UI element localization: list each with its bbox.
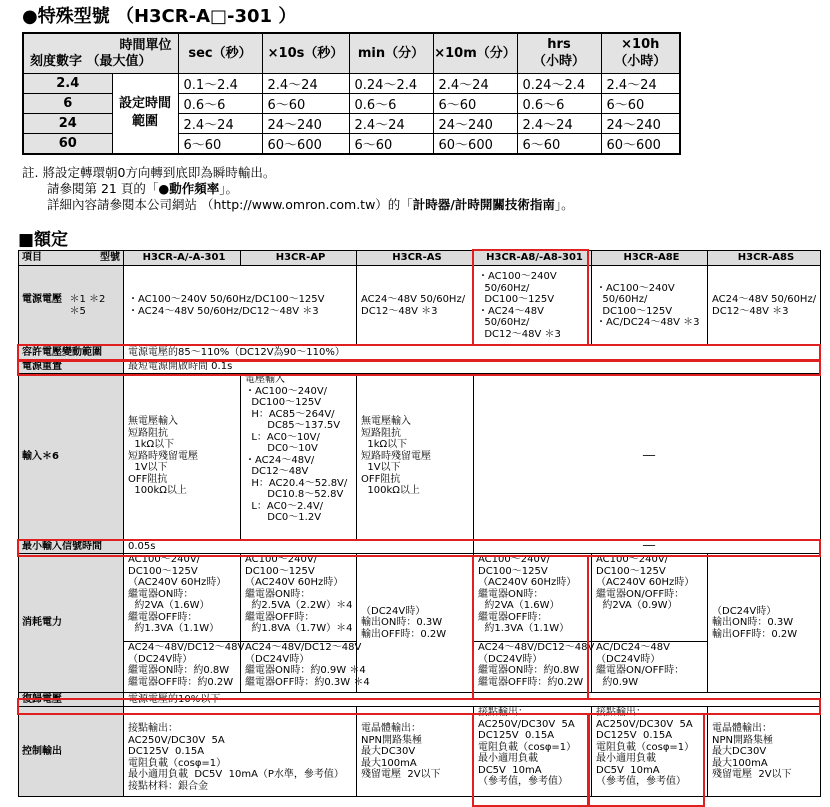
- spec-value: 無電壓輸入 短路阻抗 1kΩ以下 短路時殘留電壓 1V以下 OFF阻抗 100kΩ以上: [357, 374, 474, 540]
- range-value: 0.6～6: [349, 93, 433, 113]
- min-signal-row: [19, 540, 821, 554]
- note-line: 註. 將設定轉環朝0方向轉到底即為瞬時輸出。: [22, 165, 276, 180]
- range-value: 24～240: [433, 113, 517, 133]
- spec-value: AC24～48V/DC12～48V （DC24V時） 繼電器ON時：約0.9W ＊4 繼電器OFF時：約0.3W ＊4: [241, 642, 357, 693]
- corner-header-cell: [23, 33, 178, 73]
- scale-value: 6: [23, 93, 112, 113]
- scale-label: 刻度數字 （最大值）: [30, 53, 152, 69]
- range-value: 6～60: [262, 93, 349, 113]
- model-header: H3CR-A8S: [708, 251, 821, 266]
- range-value: 2.4～24: [601, 73, 680, 93]
- range-value: 60～600: [433, 133, 517, 154]
- range-value: 0.24～2.4: [517, 73, 601, 93]
- range-value: 6～60: [178, 133, 262, 154]
- range-value: 6～60: [601, 93, 680, 113]
- spec-value: AC24～48V/DC12～48V （DC24V時） 繼電器ON時：約0.8W 繼電器OFF時：約0.2W: [124, 642, 241, 693]
- unit-header: ×10s（秒）: [262, 33, 349, 73]
- spec-value: AC100～240V/ DC100～125V （AC240V 60Hz時） 繼電器ON時： 約2.5VA（2.2W）＊4 繼電器OFF時： 約1.8VA（1.7W）＊4: [241, 554, 357, 642]
- spec-value: AC24～48V/DC12～48V （DC24V時） 繼電器ON時：約0.8W 繼電器OFF時：約0.2W: [474, 642, 592, 693]
- model-header: H3CR-AS: [357, 251, 474, 266]
- row-label: 消耗電力: [19, 554, 124, 693]
- row-label: 最小輸入信號時間: [19, 540, 124, 554]
- row-label: 輸入＊6: [19, 374, 124, 540]
- reset-voltage-row: [19, 693, 821, 707]
- spec-value: AC100～240V/ DC100～125V （AC240V 60Hz時） 繼電器ON時： 約2VA（1.6W） 繼電器OFF時： 約1.3VA（1.1W）: [124, 554, 241, 642]
- spec-value: 電晶體輸出： NPN開路集極 最大DC30V 最大100mA 殘留電壓 2V以下: [357, 707, 474, 797]
- range-value: 24～240: [262, 113, 349, 133]
- spec-value: （DC24V時） 輸出ON時：0.3W 輸出OFF時：0.2W: [708, 554, 821, 693]
- row-label: 容許電壓變動範圍: [19, 346, 124, 360]
- time-unit-label: 時間單位: [119, 38, 172, 53]
- spec-value: 電晶體輸出： NPN開路集極 最大DC30V 最大100mA 殘留電壓 2V以下: [708, 707, 821, 797]
- spec-value: AC/DC24～48V （DC24V時） 繼電器ON/OFF時： 約0.9W: [592, 642, 708, 693]
- unit-header: sec（秒）: [178, 33, 262, 73]
- spec-value: ・AC100～240V 50/60Hz/ DC100～125V ・AC24～48V 50/60Hz/ DC12～48V ＊3: [474, 266, 592, 346]
- scale-value: 24: [23, 113, 112, 133]
- note-line: 請參閱第 21 頁的「●動作頻率」。: [47, 181, 239, 196]
- spec-value: AC100～240V/ DC100～125V （AC240V 60Hz時） 繼電器ON/OFF時： 約2VA（0.9W）: [592, 554, 708, 642]
- range-value: 0.6～6: [178, 93, 262, 113]
- range-value: 0.6～6: [517, 93, 601, 113]
- spec-value: 接點輸出： AC250V/DC30V 5A DC125V 0.15A 電阻負載（cosφ=1） 最小適用負載 DC5V 10mA （參考值，參考值）: [474, 707, 592, 797]
- spec-value: 電壓輸入 ・AC100～240V/ DC100～125V H：AC85～264V/ DC85～137.5V L：AC0～10V/ DC0～10V ・AC24～48V/ DC12～48V H：AC20.4～52.8V/ DC10.8～52.8V L：AC0～2.4V/ DC0～1.2V: [241, 374, 357, 540]
- range-value: 60～600: [262, 133, 349, 154]
- spec-value: 接點輸出： AC250V/DC30V 5A DC125V 0.15A 電阻負載（cosφ=1） 最小適用負載 DC5V 10mA（P水準，參考值） 接點材料：銀合金: [124, 707, 357, 797]
- range-value: 2.4～24: [433, 73, 517, 93]
- row-label: 電源電壓 ＊1 ＊2 ＊5: [19, 266, 124, 346]
- range-value: 24～240: [601, 113, 680, 133]
- model-header: H3CR-AP: [241, 251, 357, 266]
- scale-value: 2.4: [23, 73, 112, 93]
- range-value: 6～60: [433, 93, 517, 113]
- ratings-table: [18, 250, 821, 797]
- spec-value: AC100～240V/ DC100～125V （AC240V 60Hz時） 繼電器ON時： 約2VA（1.6W） 繼電器OFF時： 約1.3VA（1.1W）: [474, 554, 592, 642]
- range-value: 2.4～24: [262, 73, 349, 93]
- notes: [22, 165, 574, 213]
- range-value: 0.24～2.4: [349, 73, 433, 93]
- row-label: 電源重置: [19, 360, 124, 374]
- spec-value: 接點輸出： AC250V/DC30V 5A DC125V 0.15A 電阻負載（cosφ=1） 最小適用負載 DC5V 10mA （參考值，參考值）: [592, 707, 708, 797]
- unit-header: hrs （小時）: [517, 33, 601, 73]
- power-voltage-row: [19, 266, 821, 346]
- spec-value: AC24～48V 50/60Hz/ DC12～48V ＊3: [708, 266, 821, 346]
- power-consumption-row-1: [19, 554, 821, 642]
- spec-value: 電源電壓的85～110%（DC12V為90～110%）: [124, 346, 821, 360]
- input-row: [19, 374, 821, 540]
- model-header-row: [19, 251, 821, 266]
- range-label: 設定時間 範圍: [112, 73, 178, 154]
- allowable-voltage-row: [19, 346, 821, 360]
- range-value: 2.4～24: [349, 113, 433, 133]
- spec-value: 0.05s: [124, 540, 474, 554]
- spec-value: （DC24V時） 輸出ON時：0.3W 輸出OFF時：0.2W: [357, 554, 474, 693]
- control-output-row: [19, 707, 821, 797]
- spec-value: ・AC100～240V 50/60Hz/DC100～125V ・AC24～48V 50/60Hz/DC12～48V ＊3: [124, 266, 357, 346]
- spec-value: ──: [474, 540, 821, 554]
- ratings-title: ■額定: [18, 230, 69, 250]
- row-label: 復歸電壓: [19, 693, 124, 707]
- spec-value: 無電壓輸入 短路阻抗 1kΩ以下 短路時殘留電壓 1V以下 OFF阻抗 100kΩ以上: [124, 374, 241, 540]
- range-value: 6～60: [517, 133, 601, 154]
- spec-value: ──: [474, 374, 821, 540]
- unit-header: ×10h （小時）: [601, 33, 680, 73]
- note-line: 詳細內容請參閱本公司網站 （http://www.omron.com.tw）的「計時器/計時開關技術指南」。: [47, 197, 574, 212]
- special-models-title: ●特殊型號 （H3CR-A□-301 ）: [22, 6, 297, 27]
- range-value: 0.1～2.4: [178, 73, 262, 93]
- unit-header: min（分）: [349, 33, 433, 73]
- time-range-table: [22, 32, 681, 155]
- spec-value: 最短電源開啟時間 0.1s: [124, 360, 821, 374]
- power-reset-row: [19, 360, 821, 374]
- scale-value: 60: [23, 133, 112, 154]
- table-row: [23, 73, 680, 93]
- range-value: 6～60: [349, 133, 433, 154]
- spec-value: AC24～48V 50/60Hz/ DC12～48V ＊3: [357, 266, 474, 346]
- item-model-header: 項目 型號: [19, 251, 124, 266]
- row-label: 控制輸出: [19, 707, 124, 797]
- spec-value: ・AC100～240V 50/60Hz/ DC100～125V ・AC/DC24～48V ＊3: [592, 266, 708, 346]
- unit-header: ×10m（分）: [433, 33, 517, 73]
- model-header: H3CR-A8E: [592, 251, 708, 266]
- model-header: H3CR-A/-A-301: [124, 251, 241, 266]
- model-header: H3CR-A8/-A8-301: [474, 251, 592, 266]
- spec-value: 電源電壓的10%以下: [124, 693, 821, 707]
- range-value: 60～600: [601, 133, 680, 154]
- range-value: 2.4～24: [178, 113, 262, 133]
- time-unit-header-row: [23, 33, 680, 73]
- range-value: 2.4～24: [517, 113, 601, 133]
